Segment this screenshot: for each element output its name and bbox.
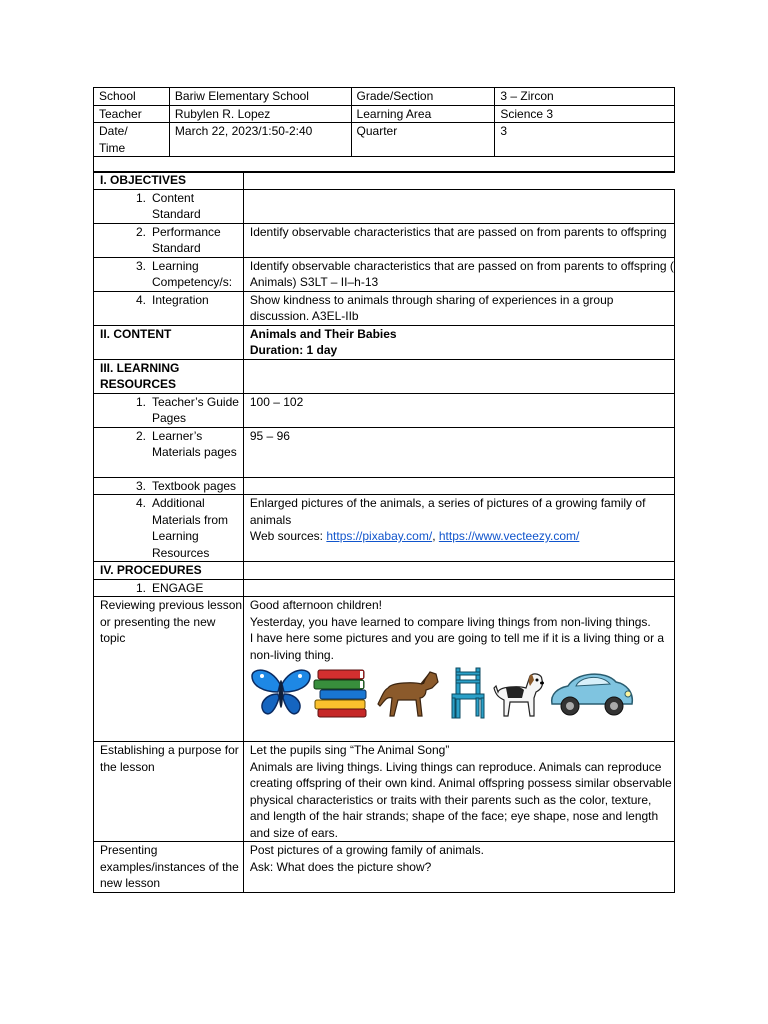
res-label: Textbook pages xyxy=(152,478,237,493)
res-label: Additional Materials from Learning Resources xyxy=(152,496,229,560)
obj-value: Identify observable characteristics that are passed on from parents to offspring ( Animals) S3LT – II–h-13 xyxy=(243,257,674,291)
purpose-line: Animals are living things. Living things can reproduce. Animals can reproduce creating offspring of their own kind. Animal offspring possess similar observable physical characteristics or traits with their parents such as the color, texture, and length of the hair strands; shape of the face; eye shape, nose and length and size of ears. xyxy=(249,759,672,840)
res-learners-materials: 2. Learner’s Materials pages xyxy=(94,427,244,477)
examples-label: Presenting examples/instances of the new lesson xyxy=(94,842,244,893)
examples-line: Post pictures of a growing family of animals. xyxy=(249,843,484,857)
books-image xyxy=(312,666,370,718)
quarter-label: Quarter xyxy=(351,123,495,157)
teacher-value: Rubylen R. Lopez xyxy=(169,105,351,123)
purpose-content xyxy=(243,742,674,842)
res-value: 95 – 96 xyxy=(243,427,674,477)
date-label xyxy=(94,123,170,157)
res-textbook: 3. Textbook pages xyxy=(94,477,244,495)
engage-blank xyxy=(243,579,674,597)
purpose-label: Establishing a purpose for the lesson xyxy=(94,742,244,842)
obj-value: Show kindness to animals through sharing of experiences in a group discussion. A3EL-IIb xyxy=(243,291,674,325)
area-label: Learning Area xyxy=(351,105,495,123)
link-separator: , xyxy=(432,529,439,543)
review-line: I have here some pictures and you are going to tell me if it is a living thing or a non-living thing. xyxy=(249,631,665,662)
obj-label: Content Standard xyxy=(152,190,201,221)
content-duration: Duration: 1 day xyxy=(249,343,338,357)
chair-image xyxy=(446,666,490,720)
teacher-label: Teacher xyxy=(94,105,170,123)
review-line: Good afternoon children! xyxy=(249,598,382,612)
horse-image xyxy=(374,666,444,720)
grade-label: Grade/Section xyxy=(351,88,495,106)
picture-strip xyxy=(250,666,674,722)
school-label: School xyxy=(94,88,170,106)
res-value: 100 – 102 xyxy=(243,393,674,427)
obj-label: Learning Competency/s: xyxy=(152,258,233,289)
date-label-line1: Date/ xyxy=(99,124,128,138)
procedures-title: IV. PROCEDURES xyxy=(94,562,244,580)
web-sources-label: Web sources: xyxy=(249,529,327,543)
obj-label: Integration xyxy=(152,292,209,307)
res-value: Enlarged pictures of the animals, a series of pictures of a growing family of animals xyxy=(249,496,646,527)
dog-image xyxy=(490,666,546,720)
objectives-title: I. OBJECTIVES xyxy=(94,172,244,190)
obj-value: Identify observable characteristics that are passed on from parents to offspring xyxy=(243,223,674,257)
review-line: Yesterday, you have learned to compare living things from non-living things. xyxy=(249,614,651,629)
purpose-line: Let the pupils sing “The Animal Song” xyxy=(249,743,450,757)
quarter-value: 3 xyxy=(495,123,675,157)
examples-line: Ask: What does the picture show? xyxy=(249,859,432,874)
obj-integration: 4. Integration xyxy=(94,291,244,325)
content-value xyxy=(243,325,674,359)
review-label: Reviewing previous lesson or presenting the new topic xyxy=(94,597,244,742)
school-value: Bariw Elementary School xyxy=(169,88,351,106)
grade-value: 3 – Zircon xyxy=(495,88,675,106)
res-additional-value xyxy=(243,495,674,562)
engage-row: 1. ENGAGE xyxy=(94,579,244,597)
vecteezy-link[interactable]: https://www.vecteezy.com/ xyxy=(438,529,580,543)
header-table xyxy=(93,87,675,173)
date-value: March 22, 2023/1:50-2:40 xyxy=(169,123,351,157)
engage-label: ENGAGE xyxy=(152,580,204,595)
res-additional: 4. Additional Materials from Learning Resources xyxy=(94,495,244,562)
obj-label: Performance Standard xyxy=(152,224,221,255)
procedures-title-blank xyxy=(243,562,674,580)
res-teachers-guide: 1. Teacher’s Guide Pages xyxy=(94,393,244,427)
review-content xyxy=(243,597,674,742)
lesson-plan-table xyxy=(93,171,675,893)
obj-performance-standard: 2. Performance Standard xyxy=(94,223,244,257)
obj-learning-competency: 3. Learning Competency/s: xyxy=(94,257,244,291)
resources-title-blank xyxy=(243,359,674,393)
car-image xyxy=(546,666,636,720)
objectives-title-blank xyxy=(243,172,674,190)
area-value: Science 3 xyxy=(495,105,675,123)
obj-content-standard: 1. Content Standard xyxy=(94,189,244,223)
res-label: Learner’s Materials pages xyxy=(152,428,237,459)
butterfly-image xyxy=(250,666,312,718)
res-label: Teacher’s Guide Pages xyxy=(152,394,239,425)
resources-title: III. LEARNING RESOURCES xyxy=(94,359,244,393)
content-topic: Animals and Their Babies xyxy=(249,326,397,341)
pixabay-link[interactable]: https://pixabay.com/ xyxy=(326,529,433,543)
examples-content xyxy=(243,842,674,893)
date-label-line2: Time xyxy=(99,140,126,155)
res-value xyxy=(243,477,674,495)
content-title: II. CONTENT xyxy=(94,325,244,359)
obj-value xyxy=(243,189,674,223)
